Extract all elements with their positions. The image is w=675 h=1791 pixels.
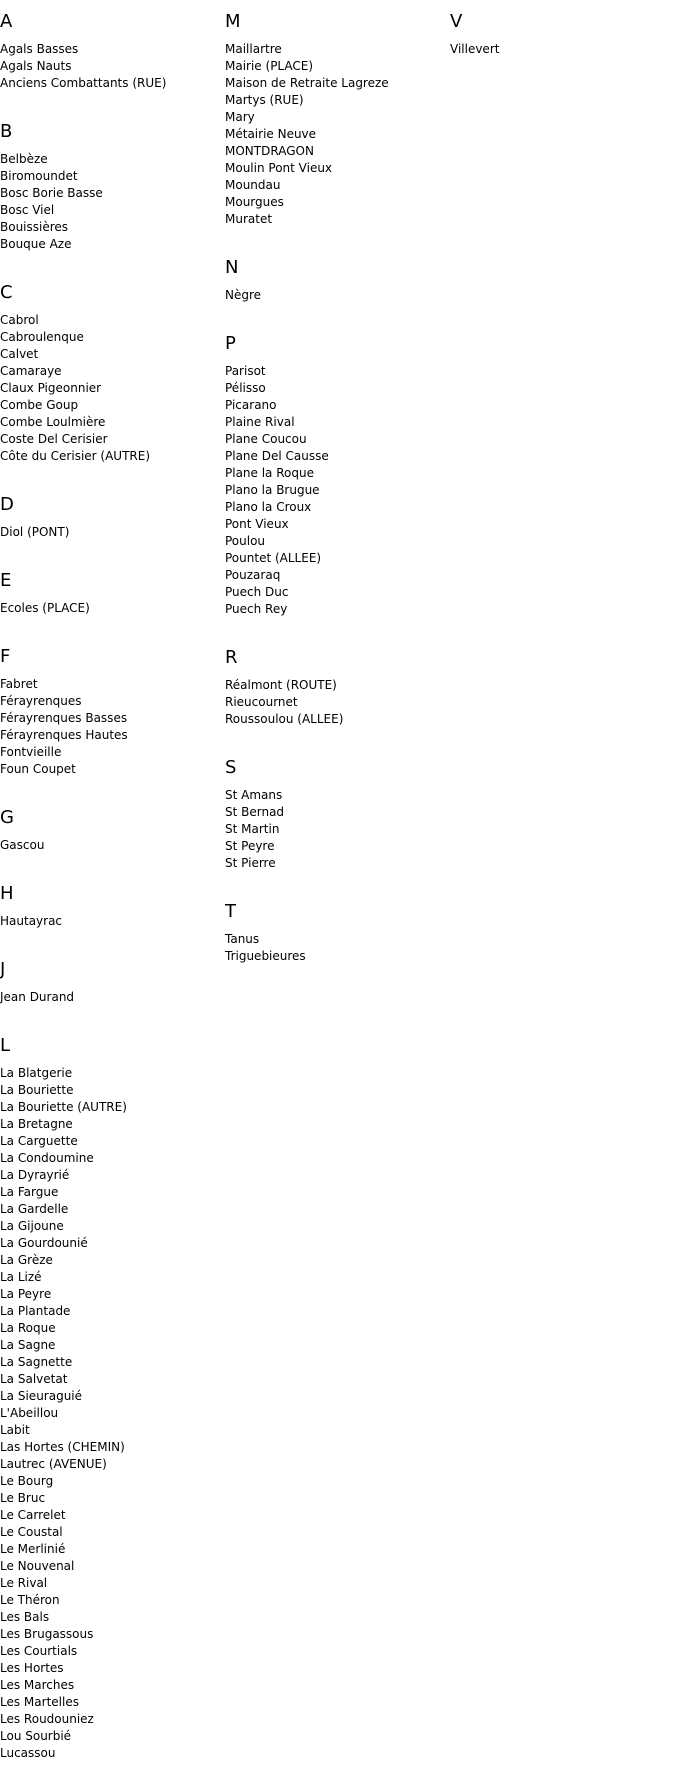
- street-item: Rieucournet: [225, 695, 298, 709]
- street-list: [225, 931, 450, 965]
- letter-group: [450, 11, 675, 58]
- street-item: Le Nouvenal: [0, 1559, 75, 1573]
- letter-group: [225, 333, 450, 618]
- street-item: Coste Del Cerisier: [0, 432, 108, 446]
- street-item: Le Rival: [0, 1576, 48, 1590]
- letter-heading: N: [225, 257, 239, 278]
- letter-heading: G: [0, 807, 14, 828]
- street-item: La Dyrayrié: [0, 1168, 70, 1182]
- street-item: Anciens Combattants (RUE): [0, 76, 167, 90]
- street-item: Moulin Pont Vieux: [225, 161, 333, 175]
- street-item: Agals Basses: [0, 42, 79, 56]
- street-item: Réalmont (ROUTE): [225, 678, 337, 692]
- street-item: Bosc Borie Basse: [0, 186, 103, 200]
- street-item: Mairie (PLACE): [225, 59, 314, 73]
- street-item: St Martin: [225, 822, 280, 836]
- street-item: Puech Duc: [225, 585, 289, 599]
- street-item: Parisot: [225, 364, 266, 378]
- street-item: Mourgues: [225, 195, 284, 209]
- letter-group: [0, 570, 225, 617]
- street-item: Mary: [225, 110, 255, 124]
- street-item: Les Courtials: [0, 1644, 78, 1658]
- street-item: L'Abeillou: [0, 1406, 59, 1420]
- street-item: La Condoumine: [0, 1151, 94, 1165]
- street-item: Plano la Croux: [225, 500, 312, 514]
- street-item: Lou Sourbié: [0, 1729, 72, 1743]
- letter-heading: V: [450, 11, 463, 32]
- letter-heading: D: [0, 494, 14, 515]
- street-item: Martys (RUE): [225, 93, 304, 107]
- letter-heading: F: [0, 646, 11, 667]
- street-item: La Sieuraguié: [0, 1389, 83, 1403]
- street-item: La Lizé: [0, 1270, 42, 1284]
- letter-group: [0, 282, 225, 465]
- street-item: Pélisso: [225, 381, 266, 395]
- street-item: Poulou: [225, 534, 266, 548]
- street-item: Lautrec (AVENUE): [0, 1457, 107, 1471]
- street-item: La Blatgerie: [0, 1066, 73, 1080]
- letter-group: [0, 11, 225, 92]
- street-list: [225, 787, 450, 872]
- letter-group: [0, 959, 225, 1006]
- street-item: Férayrenques Basses: [0, 711, 128, 725]
- street-item: Fontvieille: [0, 745, 62, 759]
- letter-heading: T: [225, 901, 236, 922]
- letter-heading: L: [0, 1035, 11, 1056]
- street-list: [225, 41, 450, 228]
- letter-heading: J: [0, 959, 6, 980]
- street-item: Agals Nauts: [0, 59, 72, 73]
- street-item: Las Hortes (CHEMIN): [0, 1440, 125, 1454]
- letter-heading: R: [225, 647, 238, 668]
- street-item: La Fargue: [0, 1185, 59, 1199]
- street-item: Le Bruc: [0, 1491, 46, 1505]
- street-item: MONTDRAGON: [225, 144, 314, 158]
- index-column: [225, 0, 450, 994]
- street-list: [0, 600, 225, 617]
- street-item: Hautayrac: [0, 914, 63, 928]
- street-list: [0, 837, 225, 854]
- letter-group: [225, 901, 450, 965]
- street-item: Les Hortes: [0, 1661, 64, 1675]
- street-list: [225, 287, 450, 304]
- letter-heading: P: [225, 333, 236, 354]
- street-item: Métairie Neuve: [225, 127, 317, 141]
- street-list: [225, 363, 450, 618]
- street-item: Camaraye: [0, 364, 62, 378]
- street-item: La Bouriette (AUTRE): [0, 1100, 127, 1114]
- street-item: La Bretagne: [0, 1117, 73, 1131]
- street-list: [0, 312, 225, 465]
- letter-heading: H: [0, 883, 14, 904]
- letter-group: [0, 807, 225, 854]
- street-item: Calvet: [0, 347, 39, 361]
- letter-group: [225, 757, 450, 872]
- street-item: Belbèze: [0, 152, 48, 166]
- letter-group: [225, 11, 450, 228]
- street-item: Les Martelles: [0, 1695, 79, 1709]
- street-item: Pountet (ALLEE): [225, 551, 322, 565]
- street-item: Claux Pigeonnier: [0, 381, 102, 395]
- street-item: La Gourdounié: [0, 1236, 88, 1250]
- street-item: Moundau: [225, 178, 281, 192]
- street-item: Le Bourg: [0, 1474, 54, 1488]
- street-item: La Sagnette: [0, 1355, 73, 1369]
- street-item: Muratet: [225, 212, 273, 226]
- letter-group: [0, 646, 225, 778]
- street-item: Combe Loulmière: [0, 415, 106, 429]
- letter-group: [0, 494, 225, 541]
- letter-group: [0, 121, 225, 253]
- street-item: La Roque: [0, 1321, 56, 1335]
- street-item: Maillartre: [225, 42, 282, 56]
- street-item: Foun Coupet: [0, 762, 76, 776]
- street-item: Maison de Retraite Lagreze: [225, 76, 389, 90]
- street-list: [0, 989, 225, 1006]
- index-column: [450, 0, 675, 87]
- street-item: La Bouriette: [0, 1083, 74, 1097]
- street-item: La Peyre: [0, 1287, 52, 1301]
- street-item: Gascou: [0, 838, 45, 852]
- street-item: Les Roudouniez: [0, 1712, 94, 1726]
- street-item: Les Brugassous: [0, 1627, 94, 1641]
- street-item: Plaine Rival: [225, 415, 295, 429]
- street-item: Plane Coucou: [225, 432, 307, 446]
- street-item: Le Coustal: [0, 1525, 63, 1539]
- street-item: Le Merlinié: [0, 1542, 66, 1556]
- letter-heading: A: [0, 11, 13, 32]
- letter-heading: E: [0, 570, 12, 591]
- street-item: Le Théron: [0, 1593, 60, 1607]
- street-item: Pouzaraq: [225, 568, 281, 582]
- street-list: [0, 676, 225, 778]
- letter-group: [0, 883, 225, 930]
- street-item: Bouissières: [0, 220, 69, 234]
- street-item: La Gijoune: [0, 1219, 64, 1233]
- street-item: St Pierre: [225, 856, 276, 870]
- letter-group: [225, 257, 450, 304]
- street-item: Picarano: [225, 398, 277, 412]
- street-item: Biromoundet: [0, 169, 78, 183]
- street-item: La Salvetat: [0, 1372, 68, 1386]
- street-item: La Plantade: [0, 1304, 71, 1318]
- street-list: [0, 151, 225, 253]
- street-item: Plane Del Causse: [225, 449, 329, 463]
- letter-heading: M: [225, 11, 241, 32]
- index-column: [0, 0, 225, 1791]
- street-item: Tanus: [225, 932, 260, 946]
- street-item: Les Marches: [0, 1678, 75, 1692]
- street-item: Pont Vieux: [225, 517, 289, 531]
- street-item: La Carguette: [0, 1134, 78, 1148]
- street-item: Cabrol: [0, 313, 39, 327]
- street-item: Labit: [0, 1423, 30, 1437]
- street-item: La Grèze: [0, 1253, 53, 1267]
- letter-group: [225, 647, 450, 728]
- street-item: La Gardelle: [0, 1202, 69, 1216]
- street-item: Ecoles (PLACE): [0, 601, 90, 615]
- street-item: Côte du Cerisier (AUTRE): [0, 449, 151, 463]
- street-item: Lucassou: [0, 1746, 56, 1760]
- letter-heading: B: [0, 121, 13, 142]
- street-item: St Amans: [225, 788, 283, 802]
- street-item: Diol (PONT): [0, 525, 70, 539]
- street-list: [450, 41, 675, 58]
- street-item: Le Carrelet: [0, 1508, 66, 1522]
- street-item: Roussoulou (ALLEE): [225, 712, 344, 726]
- letter-group: [0, 1035, 225, 1762]
- street-item: Les Bals: [0, 1610, 50, 1624]
- street-list: [0, 913, 225, 930]
- street-item: Triguebieures: [225, 949, 306, 963]
- street-item: Plano la Brugue: [225, 483, 320, 497]
- street-item: Bosc Viel: [0, 203, 55, 217]
- street-list: [0, 524, 225, 541]
- street-item: Nègre: [225, 288, 262, 302]
- street-item: Bouque Aze: [0, 237, 72, 251]
- street-item: Jean Durand: [0, 990, 75, 1004]
- street-item: St Bernad: [225, 805, 285, 819]
- street-item: Cabroulenque: [0, 330, 84, 344]
- street-item: Fabret: [0, 677, 38, 691]
- street-item: Férayrenques Hautes: [0, 728, 128, 742]
- street-item: Plane la Roque: [225, 466, 314, 480]
- street-list: [0, 1065, 225, 1762]
- street-item: Villevert: [450, 42, 500, 56]
- street-item: St Peyre: [225, 839, 275, 853]
- street-item: Combe Goup: [0, 398, 79, 412]
- street-list: [225, 677, 450, 728]
- letter-heading: C: [0, 282, 13, 303]
- street-item: La Sagne: [0, 1338, 56, 1352]
- street-list: [0, 41, 225, 92]
- street-item: Férayrenques: [0, 694, 82, 708]
- letter-heading: S: [225, 757, 237, 778]
- street-item: Puech Rey: [225, 602, 288, 616]
